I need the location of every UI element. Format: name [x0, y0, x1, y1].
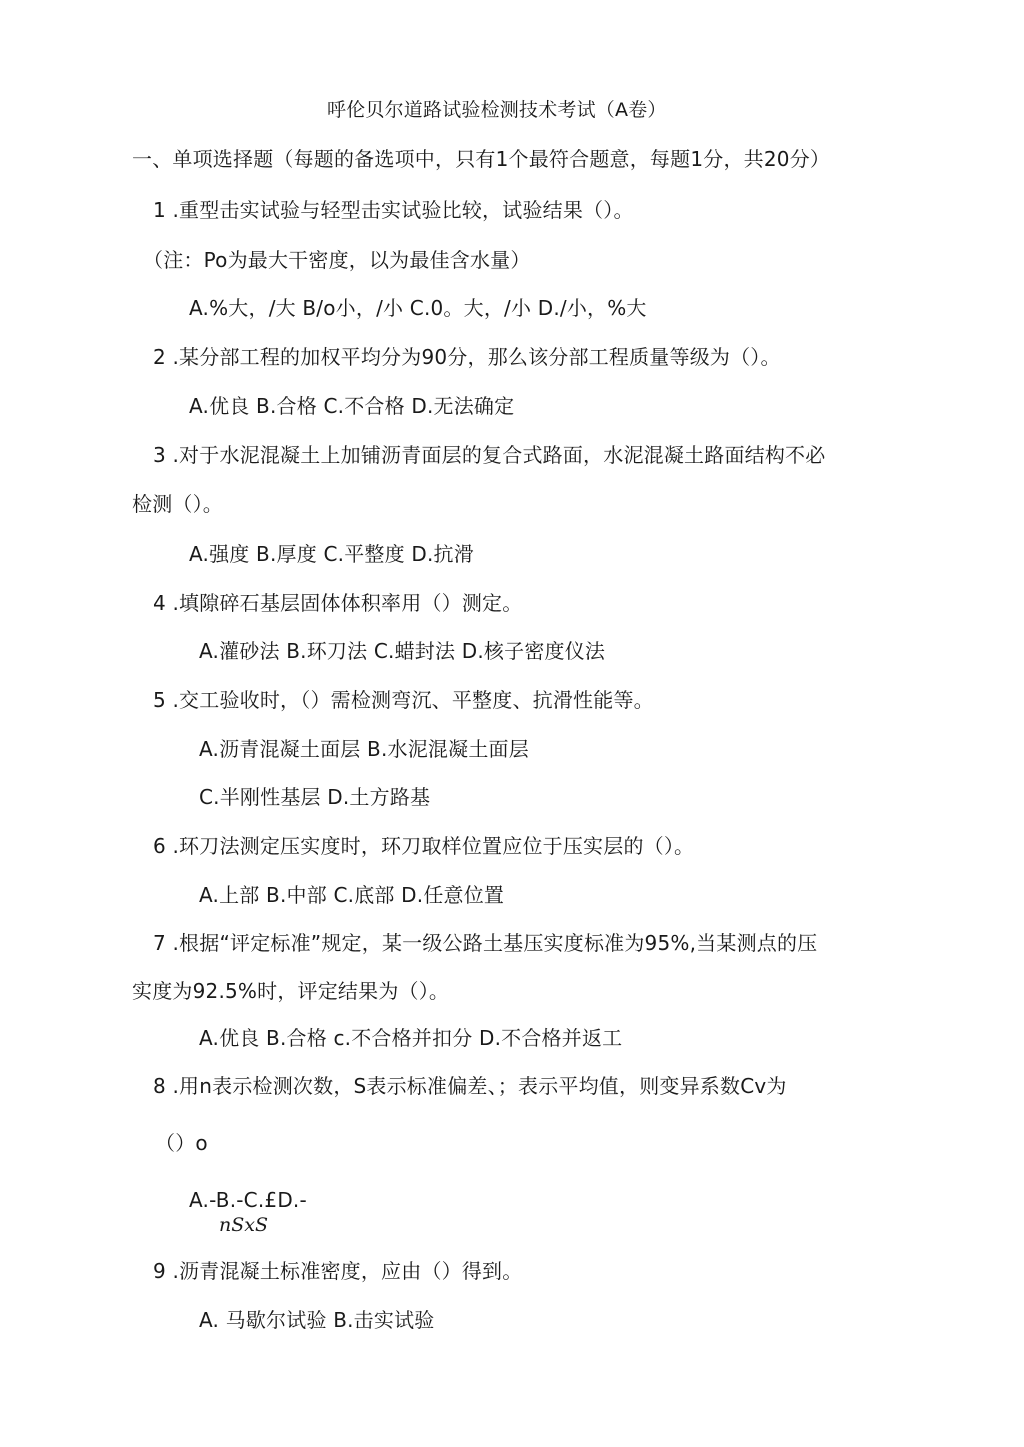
question-1-note: （注：Po为最大干密度，以为最佳含水量） — [143, 248, 531, 272]
question-3-options: A.强度 B.厚度 C.平整度 D.抗滑 — [189, 542, 474, 566]
question-7-stem-line-2: 实度为92.5%时，评定结果为（）。 — [132, 979, 450, 1003]
question-3-stem-line-1: 3 .对于水泥混凝土上加铺沥青面层的复合式路面，水泥混凝土路面结构不必 — [153, 443, 826, 467]
question-6-stem: 6 .环刀法测定压实度时，环刀取样位置应位于压实层的（）。 — [153, 834, 695, 858]
section-heading: 一、单项选择题（每题的备选项中，只有1个最符合题意，每题1分，共20分） — [132, 147, 831, 171]
question-4-stem: 4 .填隙碎石基层固体体积率用（）测定。 — [153, 591, 523, 615]
question-8-stem-line-2: （）o — [155, 1131, 208, 1155]
question-5-options-line-2: C.半刚性基层 D.土方路基 — [199, 785, 431, 809]
question-3-stem-line-2: 检测（）。 — [132, 492, 223, 516]
question-5-options-line-1: A.沥青混凝土面层 B.水泥混凝土面层 — [199, 737, 529, 761]
question-8-options: A.-B.-C.£D.- — [189, 1188, 307, 1212]
question-4-options: A.灌砂法 B.环刀法 C.蜡封法 D.核子密度仪法 — [199, 639, 606, 663]
question-5-stem: 5 .交工验收时，（）需检测弯沉、平整度、抗滑性能等。 — [153, 688, 654, 712]
question-2-stem: 2 .某分部工程的加权平均分为90分，那么该分部工程质量等级为（）。 — [153, 345, 781, 369]
question-1-stem: 1 .重型击实试验与轻型击实试验比较，试验结果（）。 — [153, 198, 634, 222]
question-8-formula-denominators: nSxS — [219, 1214, 268, 1236]
question-2-options: A.优良 B.合格 C.不合格 D.无法确定 — [189, 394, 515, 418]
question-7-stem-line-1: 7 .根据“评定标准”规定，某一级公路土基压实度标准为95%,当某测点的压 — [153, 931, 818, 955]
question-6-options: A.上部 B.中部 C.底部 D.任意位置 — [199, 883, 505, 907]
question-9-stem: 9 .沥青混凝土标准密度，应由（）得到。 — [153, 1259, 523, 1283]
question-1-options: A.%大，/大 B/o小，/小 C.0。大，/小 D./小，%大 — [189, 296, 647, 320]
document-title: 呼伦贝尔道路试验检测技术考试（A卷） — [327, 99, 667, 121]
question-7-options: A.优良 B.合格 c.不合格并扣分 D.不合格并返工 — [199, 1026, 623, 1050]
question-9-options: A. 马歇尔试验 B.击实试验 — [199, 1308, 435, 1332]
question-8-stem-line-1: 8 .用n表示检测次数，S表示标准偏差、；表示平均值，则变异系数Cv为 — [153, 1074, 787, 1098]
